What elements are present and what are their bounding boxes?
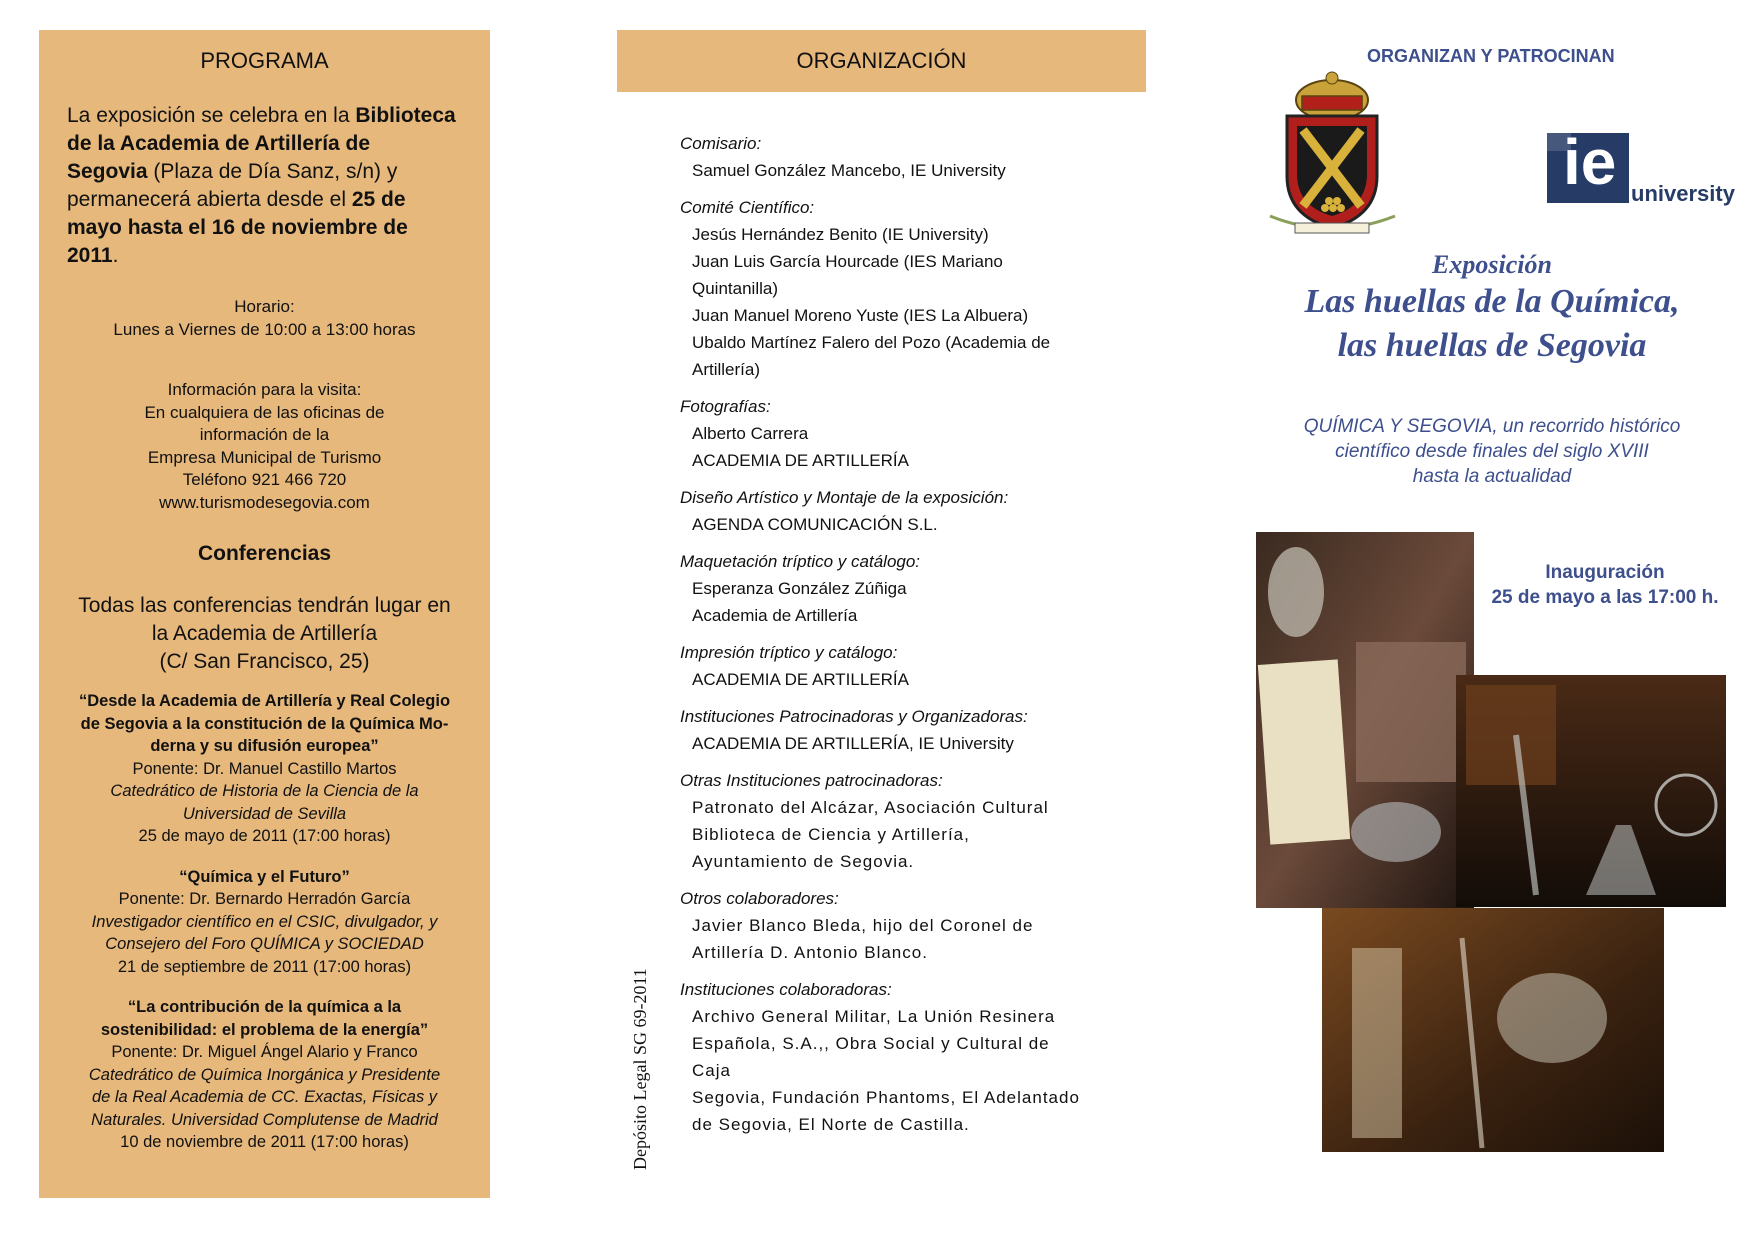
subtitle-line: QUÍMICA Y SEGOVIA, un recorrido histórico [1303, 416, 1681, 437]
org-group [680, 548, 1080, 629]
org-group [680, 194, 1080, 383]
org-group [680, 639, 1080, 693]
org-group [680, 703, 1080, 757]
subtitle-line: científico desde finales del siglo XVIII [1335, 441, 1649, 462]
photo-glassware [1456, 675, 1726, 907]
org-group-entry: Artillería D. Antonio Blanco. [692, 943, 928, 962]
conference-item [63, 690, 466, 848]
org-group-entry: Alberto Carrera [692, 424, 809, 443]
ie-word: university [1631, 181, 1735, 206]
org-group-entry: Jesús Hernández Benito (IE University) [692, 225, 989, 244]
org-group [680, 767, 1080, 875]
org-group-label: Instituciones colaboradoras: [680, 980, 892, 999]
org-group-entry: Segovia, Fundación Phantoms, El Adelantado [692, 1088, 1080, 1107]
exposicion-title-line: Las huellas de la Química, [1304, 283, 1680, 320]
org-group [680, 393, 1080, 474]
conference-item [63, 866, 466, 979]
conference-date: 25 de mayo de 2011 (17:00 horas) [138, 827, 391, 845]
org-group-entry: Juan Luis García Hourcade (IES Mariano [692, 252, 1003, 271]
exposicion-title-line: las huellas de Segovia [1337, 327, 1647, 364]
org-group-label: Diseño Artístico y Montaje de la exposición: [680, 488, 1009, 507]
org-group-entry: Academia de Artillería [692, 606, 858, 625]
org-group-entry: Quintanilla) [692, 279, 778, 298]
conference-role: Catedrático de Química Inorgánica y Presidente [88, 1065, 441, 1084]
info-label: Información para la visita: [167, 380, 362, 399]
conference-title: “Desde la Academia de Artillería y Real Colegio [78, 692, 451, 710]
conference-speaker: Ponente: Dr. Manuel Castillo Martos [132, 759, 397, 778]
conferencias-title: Conferencias [197, 542, 332, 565]
conference-speaker: Ponente: Dr. Bernardo Herradón García [118, 890, 411, 908]
inauguracion-date: 25 de mayo a las 17:00 h. [1491, 587, 1719, 608]
inauguracion-block [1470, 560, 1740, 610]
academia-artilleria-crest-icon [1265, 66, 1400, 236]
org-group-label: Otras Instituciones patrocinadoras: [680, 771, 943, 790]
subtitle-line: hasta la actualidad [1412, 466, 1572, 487]
horario-label: Horario: [234, 297, 295, 316]
org-group [680, 130, 1080, 184]
org-group-label: Fotografías: [680, 397, 771, 416]
org-group-entry: Javier Blanco Bleda, hijo del Coronel de [692, 916, 1034, 935]
conferencias-intro [63, 592, 466, 676]
programa-panel [39, 30, 490, 1198]
conference-role: Consejero del Foro QUÍMICA y SOCIEDAD [105, 935, 424, 953]
conf-intro-line: la Academia de Artillería [151, 622, 378, 645]
conference-title: de Segovia a la constitución de la Química Mo- [80, 714, 449, 733]
org-group-entry: Juan Manuel Moreno Yuste (IES La Albuera) [692, 306, 1029, 325]
intro-text-2: (Plaza de Día Sanz, s/n) y permanecerá abierta desde el [67, 160, 398, 211]
intro-bold-2: 25 de mayo hasta el 16 de noviembre de 2011 [67, 188, 408, 267]
intro-bold-1: Biblioteca de la Academia de Artillería de Segovia [67, 104, 456, 183]
org-group-entry: ACADEMIA DE ARTILLERÍA, IE University [692, 734, 1014, 753]
org-group-entry: Ubaldo Martínez Falero del Pozo (Academia de [692, 333, 1051, 352]
conference-role: Catedrático de Historia de la Ciencia de la [110, 782, 419, 800]
conf-intro-line: Todas las conferencias tendrán lugar en [78, 594, 451, 617]
conference-title: derna y su difusión europea” [150, 737, 379, 755]
info-line: En cualquiera de las oficinas de [144, 402, 385, 422]
conference-role: Universidad de Sevilla [182, 804, 347, 823]
exposicion-subtitle [1290, 414, 1694, 489]
ie-university-logo [1545, 125, 1735, 210]
programa-title: PROGRAMA [200, 48, 329, 73]
info-line: Empresa Municipal de Turismo [147, 447, 382, 467]
org-group-label: Maquetación tríptico y catálogo: [680, 552, 921, 571]
conference-item [63, 996, 466, 1154]
conference-role: Naturales. Universidad Complutense de Madrid [91, 1110, 438, 1129]
conference-title: “Química y el Futuro” [179, 867, 350, 886]
organizacion-list [680, 130, 1080, 1148]
info-phone: Teléfono 921 466 720 [182, 470, 347, 489]
inauguracion-label: Inauguración [1545, 562, 1665, 583]
horario-block [63, 296, 466, 341]
photo-books-instruments [1256, 532, 1474, 908]
org-group-entry: Patronato del Alcázar, Asociación Cultural [692, 798, 1049, 817]
conference-date: 10 de noviembre de 2011 (17:00 horas) [120, 1133, 409, 1151]
conference-role: Investigador científico en el CSIC, divulgador, y [91, 912, 438, 931]
org-group-entry: ACADEMIA DE ARTILLERÍA [692, 670, 909, 689]
org-group-entry: Artillería) [692, 360, 761, 379]
conferencias-section [63, 542, 466, 1154]
org-group-entry: Samuel González Mancebo, IE University [692, 161, 1006, 180]
org-group-entry: ACADEMIA DE ARTILLERÍA [692, 451, 909, 470]
organizacion-title: ORGANIZACIÓN [796, 48, 967, 73]
conference-date: 21 de septiembre de 2011 (17:00 horas) [117, 957, 412, 976]
organizan-label: ORGANIZAN Y PATROCINAN [1367, 46, 1615, 66]
conference-title: “La contribución de la química a la [127, 998, 402, 1016]
organizacion-header [617, 30, 1146, 92]
deposito-legal: Depósito Legal SG 69-2011 [630, 968, 650, 1170]
intro-text-3: . [112, 244, 119, 267]
org-group-entry: Española, S.A.,, Obra Social y Cultural de Caja [692, 1034, 1050, 1080]
org-group-entry: Ayuntamiento de Segovia. [692, 852, 915, 871]
org-group-label: Instituciones Patrocinadoras y Organizadoras: [680, 707, 1028, 726]
conference-title: sostenibilidad: el problema de la energía” [100, 1020, 429, 1039]
org-group-label: Otros colaboradores: [680, 889, 839, 908]
org-group [680, 885, 1080, 966]
org-group-entry: Archivo General Militar, La Unión Resinera [692, 1007, 1056, 1026]
org-group-label: Comisario: [680, 134, 762, 153]
photo-apparatus [1322, 908, 1664, 1152]
conference-speaker: Ponente: Dr. Miguel Ángel Alario y Franco [111, 1043, 418, 1061]
info-website[interactable]: www.turismodesegovia.com [159, 492, 370, 512]
org-group-entry: Esperanza González Zúñiga [692, 579, 907, 598]
org-group-label: Comité Científico: [680, 198, 815, 217]
ie-letters: ie [1563, 126, 1617, 198]
exposicion-label: Exposición [1432, 250, 1552, 279]
info-block [63, 379, 466, 514]
org-group [680, 976, 1080, 1138]
info-line: información de la [199, 425, 330, 444]
org-group-entry: Biblioteca de Ciencia y Artillería, [692, 825, 970, 844]
org-group-entry: de Segovia, El Norte de Castilla. [692, 1115, 970, 1134]
programa-intro [67, 102, 456, 270]
horario-value: Lunes a Viernes de 10:00 a 13:00 horas [113, 319, 416, 339]
org-group-label: Impresión tríptico y catálogo: [680, 643, 898, 662]
conf-intro-line: (C/ San Francisco, 25) [159, 650, 370, 673]
org-group-entry: AGENDA COMUNICACIÓN S.L. [692, 515, 938, 534]
org-group [680, 484, 1080, 538]
exposicion-title-block [1270, 250, 1714, 368]
conference-role: de la Real Academia de CC. Exactas, Físicas y [91, 1088, 438, 1106]
intro-text-1: La exposición se celebra en la [67, 104, 356, 127]
